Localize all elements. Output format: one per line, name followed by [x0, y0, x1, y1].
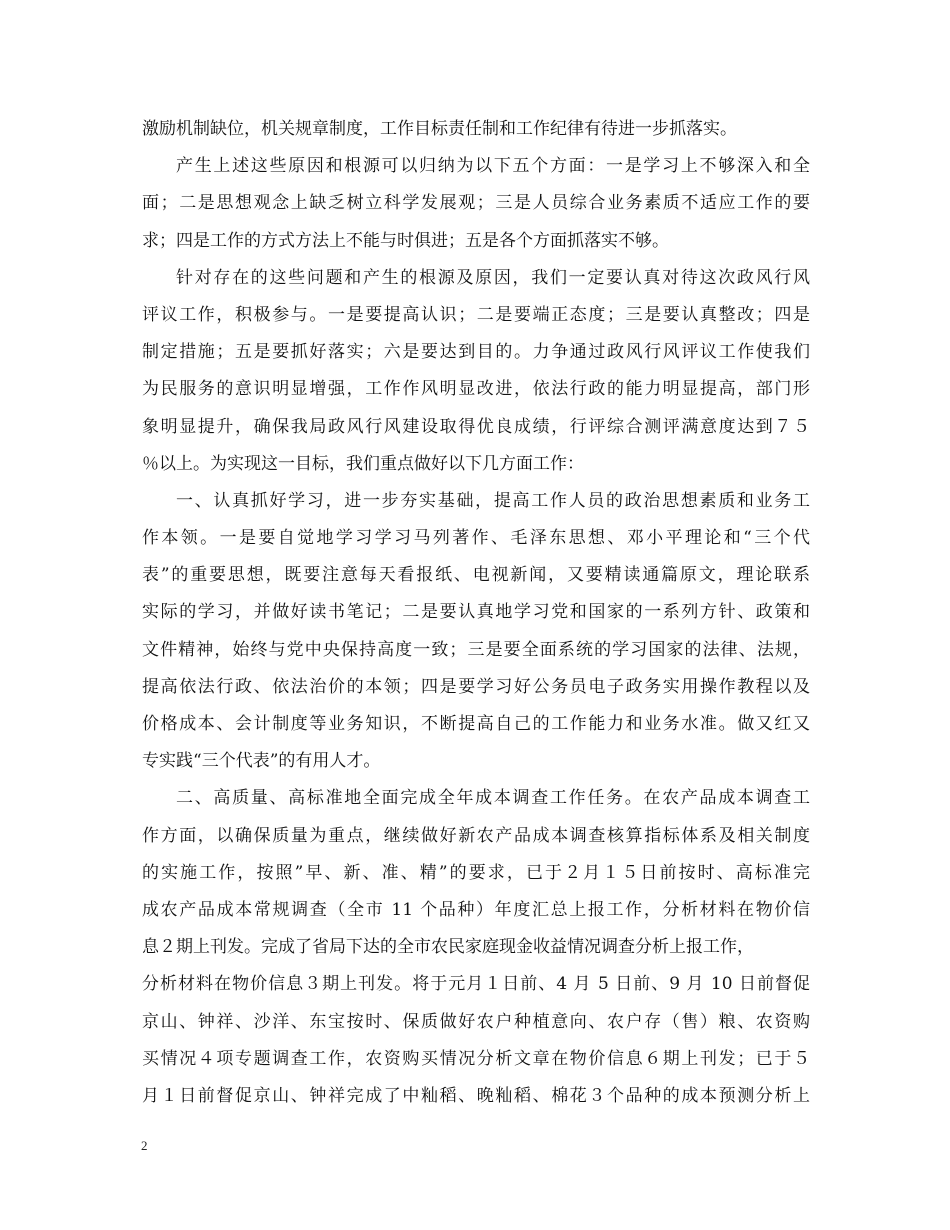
text-line: 的实施工作，按照”早、新、准、精”的要求，已于２月１５日前按时、高标准完 [142, 862, 810, 883]
text-line: 作方面，以确保质量为重点，继续做好新农产品成本调查核算指标体系及相关制度 [142, 825, 810, 846]
text-line: 产生上述这些原因和根源可以归纳为以下五个方面：一是学习上不够深入和全 [176, 156, 810, 177]
text-line: 分析材料在物价信息３期上刊发。将于元月１日前、4 月 5 日前、9 月 10 日前督促 [142, 974, 810, 995]
text-line: 二、高质量、高标准地全面完成全年成本调查工作任务。在农产品成本调查工 [176, 788, 810, 809]
text-line: 提高依法行政、依法治价的本领；四是要学习好公务员电子政务实用操作教程以及 [142, 676, 810, 697]
text-line: ％以上。为实现这一目标，我们重点做好以下几方面工作： [142, 453, 584, 474]
text-line: 月１日前督促京山、钟祥完成了中籼稻、晚籼稻、棉花３个品种的成本预测分析上 [142, 1085, 810, 1106]
text-line: 买情况４项专题调查工作，农资购买情况分析文章在物价信息６期上刊发；已于５ [142, 1048, 810, 1069]
text-line: 制定措施；五是要抓好落实；六是要达到目的。力争通过政风行风评议工作使我们 [142, 342, 810, 363]
document-body [142, 111, 810, 1115]
text-line: 一、认真抓好学习，进一步夯实基础，提高工作人员的政治思想素质和业务工 [176, 490, 810, 511]
text-line: 求；四是工作的方式方法上不能与时俱进；五是各个方面抓落实不够。 [142, 230, 669, 251]
text-line: 象明显提升，确保我局政风行风建设取得优良成绩，行评综合测评满意度达到７５ [142, 416, 810, 437]
text-line: 京山、钟祥、沙洋、东宝按时、保质做好农户种植意向、农户存（售）粮、农资购 [142, 1011, 810, 1032]
text-line: 激励机制缺位，机关规章制度，工作目标责任制和工作纪律有待进一步抓落实。 [142, 119, 737, 139]
text-line: 面；二是思想观念上缺乏树立科学发展观；三是人员综合业务素质不适应工作的要 [142, 193, 810, 214]
text-line: 成农产品成本常规调查（全市 11 个品种）年度汇总上报工作，分析材料在物价信 [142, 899, 810, 920]
text-line: 表”的重要思想，既要注意每天看报纸、电视新闻，又要精读通篇原文，理论联系 [142, 565, 810, 586]
text-line: 专实践“三个代表”的有用人才。 [142, 751, 381, 772]
text-line: 为民服务的意识明显增强，工作作风明显改进，依法行政的能力明显提高，部门形 [142, 379, 810, 400]
text-line: 息２期上刊发。完成了省局下达的全市农民家庭现金收益情况调查分析上报工作， [142, 937, 754, 958]
text-line: 文件精神，始终与党中央保持高度一致；三是要全面系统的学习国家的法律、法规， [142, 639, 810, 660]
text-line: 实际的学习，并做好读书笔记；二是要认真地学习党和国家的一系列方针、政策和 [142, 602, 810, 623]
text-line: 价格成本、会计制度等业务知识，不断提高自己的工作能力和业务水准。做又红又 [142, 714, 810, 734]
page-number: 2 [141, 1138, 148, 1153]
text-line: 针对存在的这些问题和产生的根源及原因，我们一定要认真对待这次政风行风 [176, 267, 810, 288]
text-line: 作本领。一是要自觉地学习学习马列著作、毛泽东思想、邓小平理论和“三个代 [142, 528, 810, 549]
text-line: 评议工作，积极参与。一是要提高认识；二是要端正态度；三是要认真整改；四是 [142, 304, 810, 325]
